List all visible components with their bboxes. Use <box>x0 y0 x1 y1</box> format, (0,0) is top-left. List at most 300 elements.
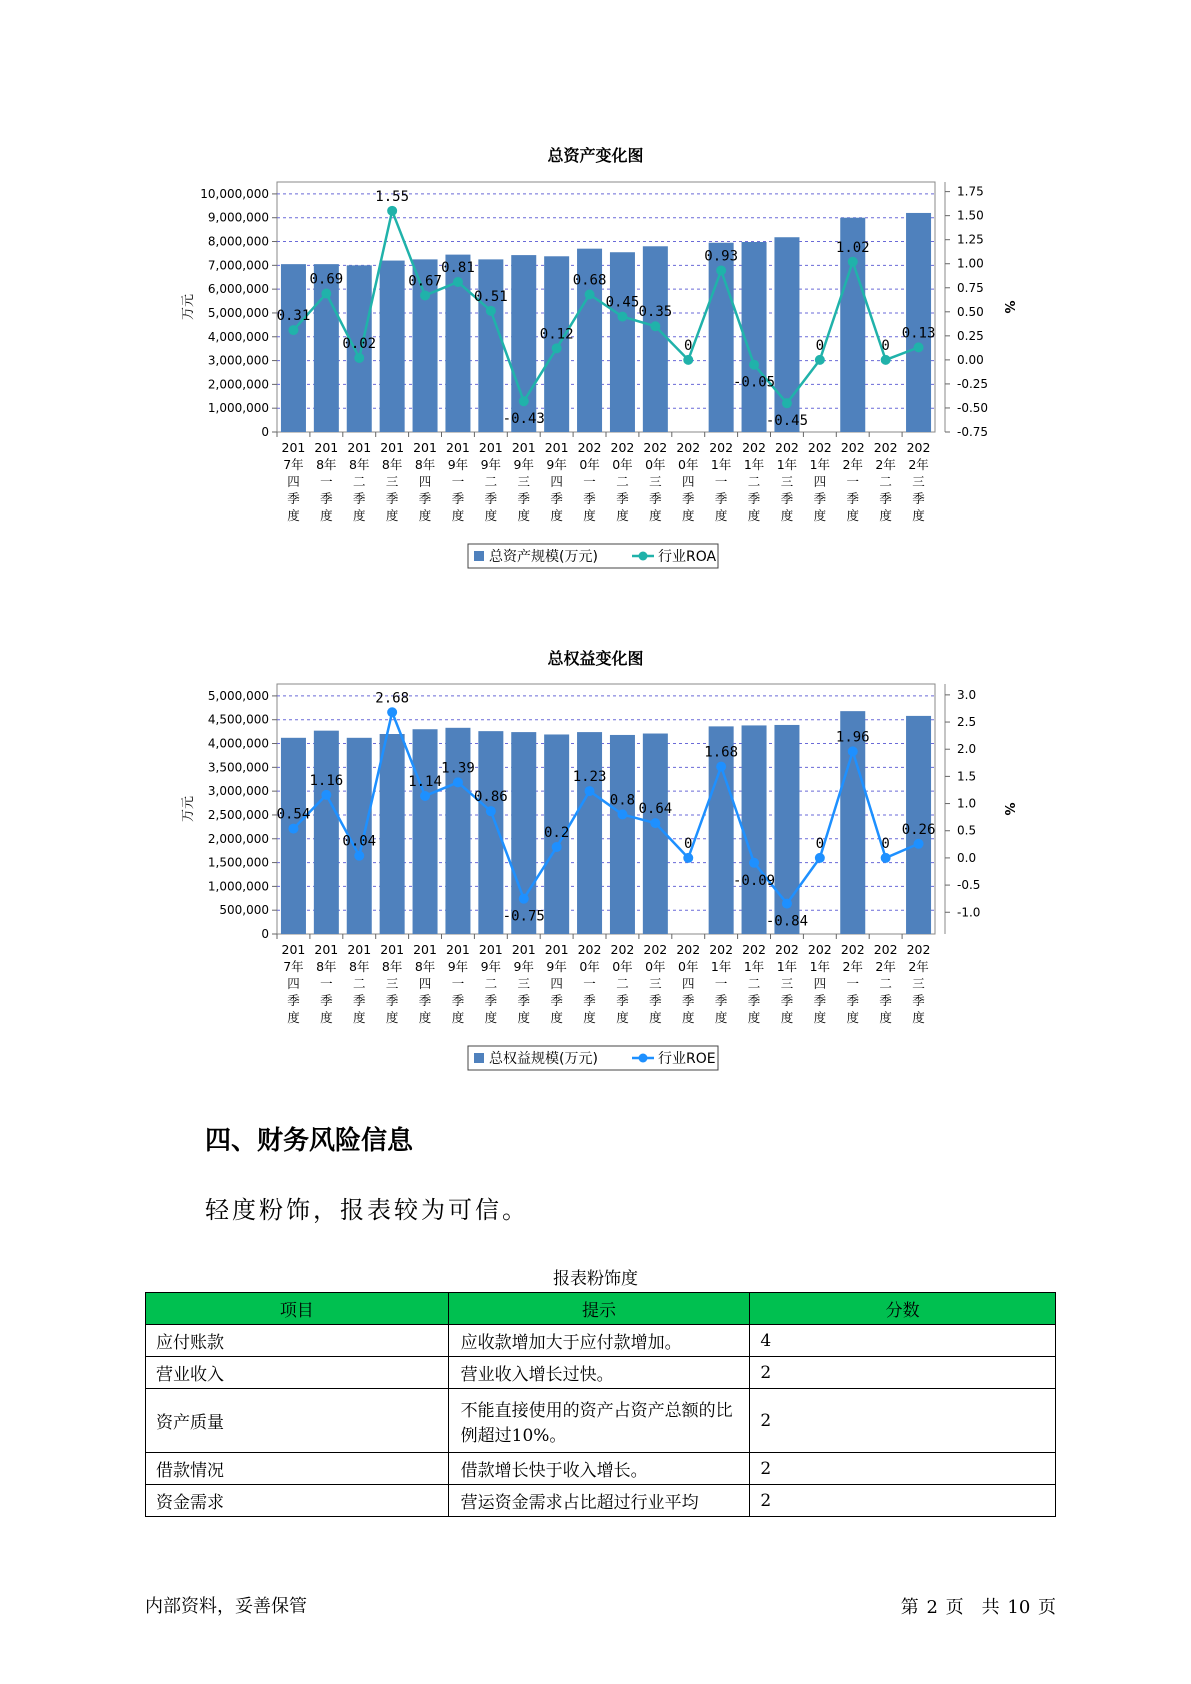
x-tick-label: 一 <box>714 474 728 489</box>
x-tick-label: 9年 <box>546 457 567 472</box>
line-point <box>716 762 726 772</box>
bar-总权益规模(万元) <box>445 728 470 934</box>
x-tick-label: 202 <box>906 440 931 455</box>
y-tick-label: 0 <box>261 425 269 439</box>
x-tick-label: 季 <box>879 993 892 1008</box>
data-label: 1.39 <box>441 760 475 777</box>
line-point <box>321 289 331 299</box>
x-tick-label: 201 <box>446 942 470 957</box>
x-tick-label: 201 <box>478 440 503 455</box>
x-tick-label: 8年 <box>381 457 403 472</box>
data-label: 0.12 <box>539 326 574 343</box>
data-label: 0.8 <box>609 792 636 809</box>
y2-tick-label: -1.0 <box>957 905 981 920</box>
x-tick-label: 二 <box>484 976 498 991</box>
line-point <box>683 853 693 863</box>
x-tick-label: 季 <box>517 993 531 1008</box>
bar-总权益规模(万元) <box>314 731 339 934</box>
line-point <box>914 342 924 352</box>
bar-总权益规模(万元) <box>380 734 405 934</box>
data-label: 0 <box>881 337 890 354</box>
data-label: 0.54 <box>276 806 311 823</box>
row-score: 2 <box>750 1453 1056 1485</box>
data-label: -0.84 <box>765 913 809 930</box>
x-tick-label: 三 <box>649 474 662 489</box>
x-tick-label: 2年 <box>875 959 896 974</box>
data-label: 0.81 <box>441 260 475 276</box>
bar-总权益规模(万元) <box>413 729 438 934</box>
bar-总资产规模(万元) <box>643 246 668 432</box>
data-label: 1.96 <box>835 729 870 746</box>
line-point <box>848 746 858 756</box>
data-label: 0.93 <box>704 248 739 265</box>
row-item: 资金需求 <box>146 1485 449 1517</box>
y-tick-label: 7,000,000 <box>207 258 269 273</box>
x-tick-label: 季 <box>352 491 366 506</box>
x-tick-label: 一 <box>451 976 465 991</box>
x-tick-label: 度 <box>550 1010 563 1025</box>
x-tick-label: 201 <box>380 440 405 455</box>
legend-bar-label: 总资产规模(万元) <box>489 549 598 565</box>
x-tick-label: 202 <box>709 942 734 957</box>
line-point <box>552 842 562 852</box>
x-tick-label: 0年 <box>579 457 600 472</box>
x-tick-label: 一 <box>846 474 860 489</box>
x-tick-label: 四 <box>681 474 695 489</box>
x-tick-label: 201 <box>413 942 437 957</box>
x-tick-label: 201 <box>314 440 339 455</box>
line-point <box>420 791 430 801</box>
chart-2-title: 总权益变化图 <box>547 649 644 668</box>
x-tick-label: 202 <box>577 440 602 455</box>
y2-tick-label: 0.0 <box>957 850 977 865</box>
x-tick-label: 201 <box>314 942 339 957</box>
x-tick-label: 度 <box>616 1010 629 1025</box>
data-label: 0 <box>684 835 693 852</box>
x-tick-label: 1年 <box>710 959 732 974</box>
data-label: -0.09 <box>732 872 776 889</box>
y-tick-label: 4,500,000 <box>207 712 269 727</box>
line-point <box>815 853 825 863</box>
y-tick-label: 1,000,000 <box>207 879 269 894</box>
x-tick-label: 三 <box>385 474 399 489</box>
line-point <box>815 355 825 365</box>
y-tick-label: 2,000,000 <box>207 831 269 846</box>
x-tick-label: 三 <box>517 976 531 991</box>
x-tick-label: 季 <box>451 491 465 506</box>
y2-tick-label: -0.75 <box>957 425 989 439</box>
x-tick-label: 季 <box>912 993 925 1008</box>
data-label: 0.04 <box>342 833 377 850</box>
data-label: 0.69 <box>309 271 344 288</box>
x-tick-label: 2年 <box>908 959 929 974</box>
data-label: 1.14 <box>408 773 442 790</box>
table-row <box>146 1389 1056 1453</box>
bar-总资产规模(万元) <box>380 261 405 432</box>
x-tick-label: 1年 <box>809 457 831 472</box>
x-tick-label: 季 <box>287 993 300 1008</box>
x-tick-label: 度 <box>418 1010 432 1025</box>
line-point <box>617 809 627 819</box>
x-tick-label: 二 <box>352 474 366 489</box>
data-label: 0 <box>881 835 890 852</box>
line-point <box>914 839 924 849</box>
x-tick-label: 8年 <box>414 457 436 472</box>
x-tick-label: 季 <box>352 993 366 1008</box>
x-tick-label: 季 <box>681 993 695 1008</box>
header-hint: 提示 <box>448 1293 750 1325</box>
y-tick-label: 3,000,000 <box>207 353 269 368</box>
footer-page-number: 第 2 页 共 10 页 <box>900 1597 1056 1618</box>
x-tick-label: 9年 <box>546 959 567 974</box>
x-tick-label: 四 <box>550 474 563 489</box>
x-tick-label: 度 <box>879 1010 892 1025</box>
y-tick-label: 10,000,000 <box>200 186 269 201</box>
x-tick-label: 度 <box>747 1010 761 1025</box>
x-tick-label: 8年 <box>414 959 436 974</box>
line-point <box>453 777 463 787</box>
x-tick-label: 度 <box>714 508 728 523</box>
footer-confidential: 内部资料，妥善保管 <box>145 1596 307 1617</box>
x-tick-label: 202 <box>577 942 602 957</box>
x-tick-label: 季 <box>616 993 629 1008</box>
line-point <box>519 396 529 406</box>
header-score: 分数 <box>750 1293 1056 1325</box>
x-tick-label: 季 <box>616 491 629 506</box>
y-tick-label: 9,000,000 <box>207 210 269 225</box>
x-tick-label: 1年 <box>710 457 732 472</box>
y2-tick-label: -0.50 <box>957 400 989 415</box>
x-tick-label: 度 <box>352 1010 366 1025</box>
total-equity-chart <box>0 672 1191 1102</box>
x-tick-label: 0年 <box>612 959 633 974</box>
y2-tick-label: 2.5 <box>957 715 977 730</box>
legend-line-label: 行业ROA <box>658 549 717 565</box>
data-label: -0.75 <box>502 908 545 925</box>
x-tick-label: 1年 <box>809 959 831 974</box>
x-tick-label: 度 <box>320 508 333 523</box>
line-point <box>617 312 627 322</box>
x-tick-label: 度 <box>681 508 695 523</box>
x-tick-label: 0年 <box>579 959 600 974</box>
line-point <box>354 353 364 363</box>
data-label: 1.02 <box>835 239 870 256</box>
line-point <box>848 257 858 267</box>
x-tick-label: 季 <box>813 993 827 1008</box>
y-tick-label: 3,500,000 <box>207 760 269 775</box>
table-row <box>146 1485 1056 1517</box>
x-tick-label: 201 <box>413 440 437 455</box>
line-point <box>782 398 792 408</box>
x-tick-label: 季 <box>287 491 300 506</box>
y-tick-label: 6,000,000 <box>207 282 269 297</box>
x-tick-label: 季 <box>418 993 432 1008</box>
x-tick-label: 201 <box>281 942 306 957</box>
y-tick-label: 3,000,000 <box>207 784 269 799</box>
data-label: 0.68 <box>572 272 607 289</box>
x-tick-label: 1年 <box>776 959 798 974</box>
y-tick-label: 500,000 <box>219 903 269 918</box>
x-tick-label: 201 <box>347 440 372 455</box>
table-caption: 报表粉饰度 <box>553 1269 638 1289</box>
row-item: 资产质量 <box>146 1389 449 1453</box>
x-tick-label: 度 <box>912 508 925 523</box>
x-tick-label: 度 <box>846 1010 860 1025</box>
line-point <box>650 818 660 828</box>
x-tick-label: 二 <box>879 474 892 489</box>
data-label: -0.45 <box>765 413 809 430</box>
x-tick-label: 季 <box>747 491 761 506</box>
x-tick-label: 季 <box>418 491 432 506</box>
x-tick-label: 二 <box>616 976 629 991</box>
x-tick-label: 202 <box>742 440 766 455</box>
x-tick-label: 7年 <box>283 457 304 472</box>
y-tick-label: 5,000,000 <box>207 688 269 703</box>
x-tick-label: 度 <box>846 508 860 523</box>
x-tick-label: 季 <box>714 993 728 1008</box>
data-label: 1.55 <box>375 188 410 205</box>
x-tick-label: 度 <box>649 1010 662 1025</box>
x-tick-label: 7年 <box>283 959 304 974</box>
table-row <box>146 1453 1056 1485</box>
data-label: 1.16 <box>309 772 344 789</box>
x-tick-label: 季 <box>912 491 925 506</box>
data-label: 0.26 <box>901 821 936 838</box>
y2-axis-label: % <box>1001 300 1016 314</box>
x-tick-label: 度 <box>912 1010 925 1025</box>
data-label: 0.13 <box>901 325 936 342</box>
x-tick-label: 201 <box>511 440 536 455</box>
x-tick-label: 度 <box>451 1010 465 1025</box>
bar-总权益规模(万元) <box>281 738 306 934</box>
x-tick-label: 四 <box>418 976 432 991</box>
x-tick-label: 季 <box>747 993 761 1008</box>
bar-总资产规模(万元) <box>906 213 931 432</box>
line-point <box>881 355 891 365</box>
x-tick-label: 四 <box>287 474 300 489</box>
x-tick-label: 202 <box>775 440 799 455</box>
x-tick-label: 202 <box>807 942 832 957</box>
line-point <box>782 899 792 909</box>
legend-bar-swatch <box>474 551 484 561</box>
data-label: 0.45 <box>605 294 640 311</box>
y-axis-label: 万元 <box>181 795 196 823</box>
x-tick-label: 2年 <box>875 457 896 472</box>
data-label: 0.31 <box>276 308 311 325</box>
x-tick-label: 201 <box>281 440 306 455</box>
row-item: 营业收入 <box>146 1357 449 1389</box>
x-tick-label: 8年 <box>316 959 337 974</box>
line-point <box>519 894 529 904</box>
y2-tick-label: 1.5 <box>957 769 977 784</box>
x-tick-label: 四 <box>681 976 695 991</box>
x-tick-label: 1年 <box>743 457 765 472</box>
x-tick-label: 季 <box>517 491 531 506</box>
line-point <box>749 360 759 370</box>
x-tick-label: 度 <box>484 1010 498 1025</box>
x-tick-label: 季 <box>780 993 794 1008</box>
x-tick-label: 0年 <box>678 959 699 974</box>
x-tick-label: 9年 <box>513 457 534 472</box>
data-label: -0.43 <box>502 411 545 428</box>
x-tick-label: 202 <box>807 440 832 455</box>
row-item: 借款情况 <box>146 1453 449 1485</box>
x-tick-label: 201 <box>478 942 503 957</box>
legend-bar-swatch <box>474 1053 484 1063</box>
x-tick-label: 202 <box>643 942 668 957</box>
x-tick-label: 201 <box>347 942 372 957</box>
x-tick-label: 度 <box>287 508 300 523</box>
x-tick-label: 度 <box>517 1010 531 1025</box>
x-tick-label: 二 <box>484 474 498 489</box>
row-score: 4 <box>750 1325 1056 1357</box>
bar-总权益规模(万元) <box>742 725 767 934</box>
x-tick-label: 度 <box>780 1010 794 1025</box>
y-tick-label: 4,000,000 <box>207 736 269 751</box>
table-header-row <box>146 1293 1056 1325</box>
x-tick-label: 季 <box>879 491 892 506</box>
x-tick-label: 三 <box>780 474 794 489</box>
x-tick-label: 度 <box>385 508 399 523</box>
x-tick-label: 一 <box>451 474 465 489</box>
data-label: 2.68 <box>375 690 410 707</box>
x-tick-label: 一 <box>583 474 596 489</box>
x-tick-label: 季 <box>846 993 860 1008</box>
y2-tick-label: 0.5 <box>957 823 977 838</box>
header-item: 项目 <box>146 1293 449 1325</box>
x-tick-label: 2年 <box>908 457 929 472</box>
x-tick-label: 202 <box>906 942 931 957</box>
bar-总权益规模(万元) <box>610 735 635 934</box>
x-tick-label: 9年 <box>447 959 469 974</box>
data-label: -0.05 <box>732 374 776 391</box>
x-tick-label: 度 <box>879 508 892 523</box>
data-label: 0.67 <box>408 273 442 290</box>
x-tick-label: 度 <box>583 1010 596 1025</box>
y-tick-label: 1,500,000 <box>207 855 269 870</box>
x-tick-label: 度 <box>747 508 761 523</box>
x-tick-label: 202 <box>643 440 668 455</box>
x-tick-label: 0年 <box>645 457 666 472</box>
y2-tick-label: -0.5 <box>957 878 981 893</box>
x-tick-label: 9年 <box>480 959 502 974</box>
data-label: 0.64 <box>638 801 673 818</box>
x-tick-label: 三 <box>649 976 662 991</box>
x-tick-label: 四 <box>287 976 300 991</box>
x-tick-label: 季 <box>320 993 333 1008</box>
legend-line-marker <box>639 552 648 561</box>
bar-总资产规模(万元) <box>610 252 635 432</box>
x-tick-label: 二 <box>616 474 629 489</box>
x-tick-label: 8年 <box>316 457 337 472</box>
x-tick-label: 季 <box>583 993 596 1008</box>
y-tick-label: 8,000,000 <box>207 234 269 249</box>
x-tick-label: 度 <box>418 508 432 523</box>
x-tick-label: 一 <box>320 976 333 991</box>
x-tick-label: 度 <box>287 1010 300 1025</box>
line-point <box>716 265 726 275</box>
data-label: 0.02 <box>342 335 377 352</box>
y-tick-label: 1,000,000 <box>207 401 269 416</box>
plot-area <box>277 684 935 934</box>
y2-axis-label: % <box>1001 802 1016 816</box>
x-tick-label: 8年 <box>349 457 370 472</box>
y2-tick-label: 1.00 <box>957 256 984 271</box>
x-tick-label: 季 <box>583 491 596 506</box>
data-label: 1.68 <box>704 744 739 761</box>
line-point <box>321 790 331 800</box>
x-tick-label: 201 <box>380 942 405 957</box>
x-tick-label: 季 <box>714 491 728 506</box>
x-tick-label: 度 <box>649 508 662 523</box>
x-tick-label: 四 <box>813 976 827 991</box>
y2-tick-label: 1.25 <box>957 232 984 247</box>
x-tick-label: 季 <box>451 993 465 1008</box>
bar-总权益规模(万元) <box>511 732 536 934</box>
x-tick-label: 度 <box>352 508 366 523</box>
x-tick-label: 202 <box>676 440 701 455</box>
y-tick-label: 2,500,000 <box>207 807 269 822</box>
x-tick-label: 二 <box>879 976 892 991</box>
x-tick-label: 度 <box>714 1010 728 1025</box>
legend-line-marker <box>639 1054 648 1063</box>
x-tick-label: 季 <box>846 491 860 506</box>
row-hint: 营运资金需求占比超过行业平均 <box>448 1485 750 1517</box>
data-label: 0.86 <box>473 789 508 806</box>
x-tick-label: 一 <box>320 474 333 489</box>
x-tick-label: 季 <box>484 491 498 506</box>
x-tick-label: 三 <box>912 474 925 489</box>
x-tick-label: 三 <box>517 474 531 489</box>
y-tick-label: 5,000,000 <box>207 305 269 320</box>
row-hint: 不能直接使用的资产占资产总额的比例超过10%。 <box>448 1389 750 1453</box>
line-point <box>881 853 891 863</box>
x-tick-label: 2年 <box>842 457 863 472</box>
bar-总资产规模(万元) <box>281 264 306 432</box>
x-tick-label: 一 <box>714 976 728 991</box>
x-tick-label: 二 <box>747 976 761 991</box>
x-tick-label: 201 <box>544 440 569 455</box>
x-tick-label: 0年 <box>612 457 633 472</box>
line-point <box>585 290 595 300</box>
x-tick-label: 二 <box>352 976 366 991</box>
y-tick-label: 0 <box>261 927 269 941</box>
line-point <box>453 277 463 287</box>
data-label: 0.35 <box>638 304 673 321</box>
x-tick-label: 201 <box>446 440 470 455</box>
x-tick-label: 季 <box>649 491 662 506</box>
y2-tick-label: 1.75 <box>957 184 984 199</box>
x-tick-label: 季 <box>550 491 563 506</box>
x-tick-label: 202 <box>709 440 734 455</box>
x-tick-label: 度 <box>681 1010 695 1025</box>
y2-tick-label: 0.25 <box>957 328 984 343</box>
x-tick-label: 0年 <box>645 959 666 974</box>
line-point <box>288 824 298 834</box>
window-dressing-table <box>145 1292 1056 1517</box>
line-point <box>387 206 397 216</box>
data-label: 0 <box>684 337 693 354</box>
y2-tick-label: 0.50 <box>957 304 984 319</box>
x-tick-label: 度 <box>517 508 531 523</box>
x-tick-label: 2年 <box>842 959 863 974</box>
line-point <box>552 343 562 353</box>
x-tick-label: 202 <box>840 942 865 957</box>
x-tick-label: 202 <box>840 440 865 455</box>
x-tick-label: 季 <box>385 491 399 506</box>
x-tick-label: 度 <box>780 508 794 523</box>
x-tick-label: 一 <box>583 976 596 991</box>
